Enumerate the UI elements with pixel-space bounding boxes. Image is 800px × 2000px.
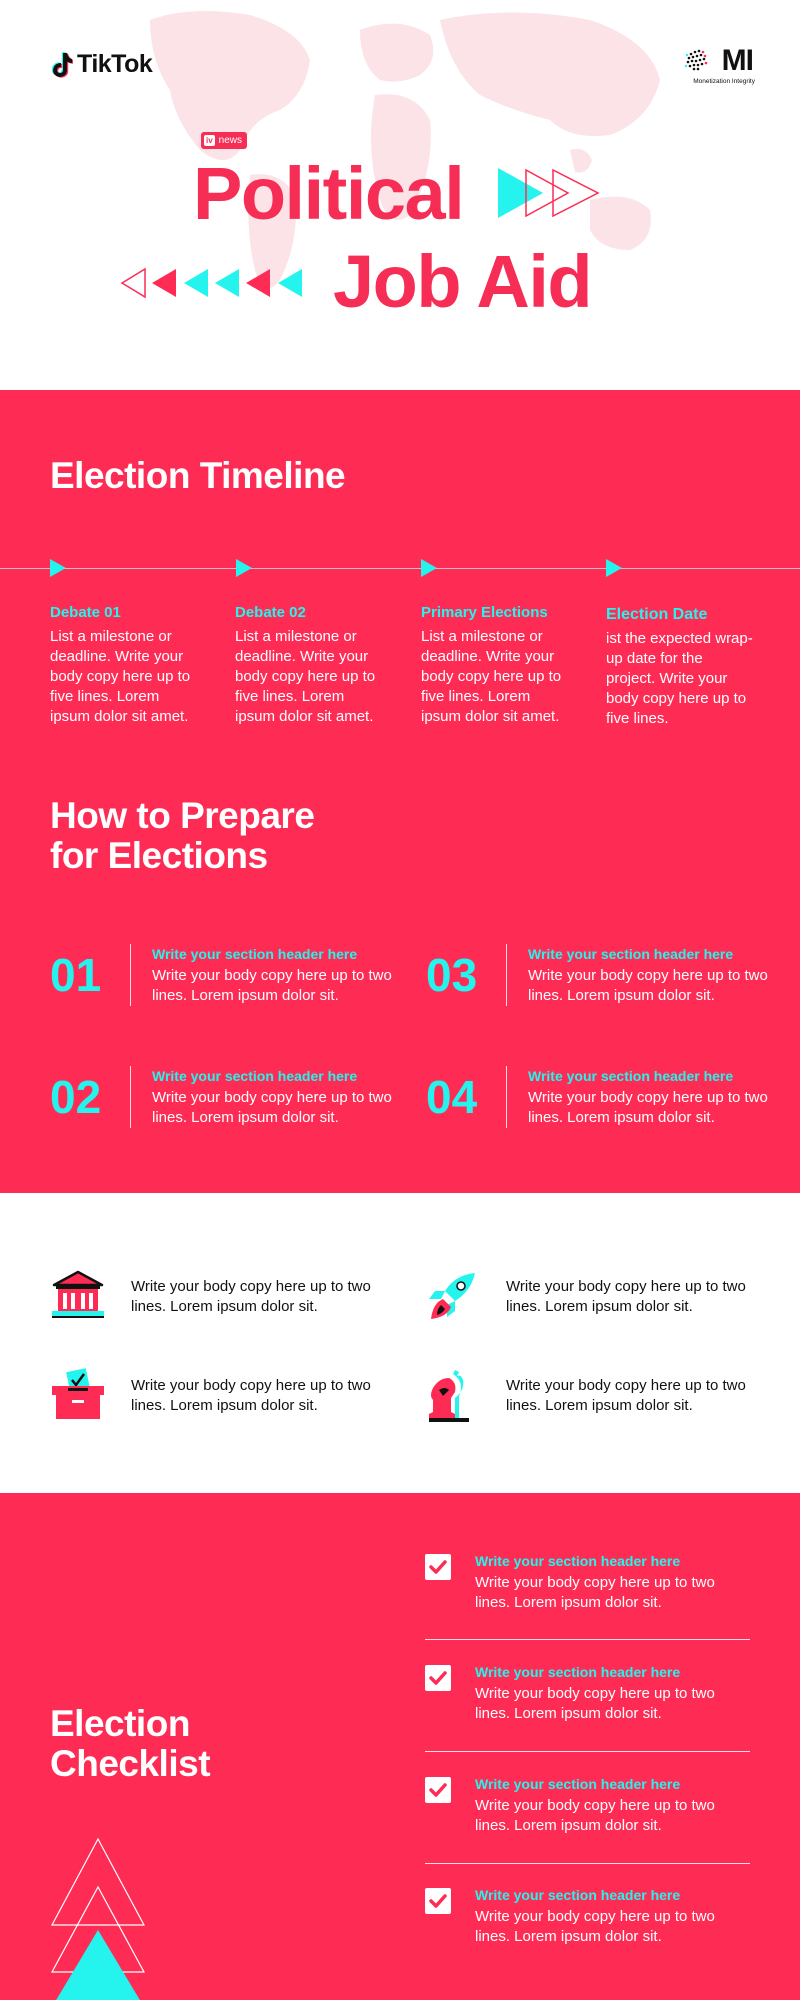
timeline-item-title: Primary Elections — [421, 604, 548, 621]
checkmark-icon — [425, 1554, 451, 1580]
prepare-divider — [506, 1066, 507, 1128]
page-title-line-2: Job Aid — [333, 240, 592, 323]
timeline-and-prepare-section — [0, 390, 800, 1193]
checklist-item-body: Write your body copy here up to two lines. Lorem ipsum dolor sit. — [475, 1685, 715, 1722]
prepare-item — [50, 1066, 390, 1130]
triangles-decoration — [48, 1837, 148, 2000]
checklist-item-body: Write your body copy here up to two lines. Lorem ipsum dolor sit. — [475, 1797, 715, 1834]
prepare-item-body: Write your body copy here up to two lines. Lorem ipsum dolor sit. — [528, 967, 768, 1004]
checklist-divider — [425, 1751, 750, 1752]
feature-text: Write your body copy here up to two lines. Lorem ipsum dolor sit. — [131, 1278, 371, 1315]
checkmark-icon — [425, 1777, 451, 1803]
checklist-item-header: Write your section header here — [475, 1664, 681, 1680]
prepare-item — [50, 944, 390, 1008]
timeline-item-body: List a milestone or deadline. Write your body copy here up to five lines. Lorem ipsum dolor sit amet. — [421, 628, 562, 725]
checkbox[interactable] — [425, 1888, 451, 1914]
feature-text: Write your body copy here up to two lines. Lorem ipsum dolor sit. — [506, 1377, 746, 1414]
checklist-item-header: Write your section header here — [475, 1776, 681, 1792]
timeline-item-body: List a milestone or deadline. Write your body copy here up to five lines. Lorem ipsum dolor sit amet. — [235, 628, 376, 725]
news-badge-prefix: iv — [206, 136, 213, 145]
checklist-title: Election Checklist — [50, 1703, 211, 1784]
prepare-item-body: Write your body copy here up to two lines. Lorem ipsum dolor sit. — [528, 1089, 768, 1126]
news-badge — [201, 132, 247, 149]
chess-pieces-icon — [425, 1368, 481, 1424]
timeline-item — [606, 605, 756, 729]
checkmark-icon — [425, 1888, 451, 1914]
checklist-divider — [425, 1863, 750, 1864]
tiktok-logo — [49, 50, 152, 79]
prepare-item — [426, 1066, 766, 1130]
feature-text: Write your body copy here up to two lines. Lorem ipsum dolor sit. — [131, 1377, 371, 1414]
prepare-item-header: Write your section header here — [528, 1068, 734, 1084]
timeline-marker — [236, 559, 252, 577]
rocket-icon — [425, 1269, 481, 1325]
mi-wordmark: MI — [721, 44, 753, 77]
timeline-marker — [606, 559, 622, 577]
tiktok-wordmark: TikTok — [77, 50, 153, 78]
features-section — [0, 1193, 800, 1493]
prepare-divider — [130, 1066, 131, 1128]
arrows-right-decoration — [498, 166, 603, 220]
prepare-title: How to Prepare for Elections — [50, 795, 315, 876]
timeline-line — [0, 568, 800, 569]
timeline-item — [235, 603, 385, 727]
timeline-item-body: ist the expected wrap-up date for the project. Write your body copy here up to five lines. — [606, 630, 753, 727]
prepare-item-body: Write your body copy here up to two lines. Lorem ipsum dolor sit. — [152, 1089, 392, 1126]
feature-item — [425, 1269, 765, 1325]
timeline-item-title: Debate 02 — [235, 604, 306, 621]
prepare-item-header: Write your section header here — [528, 946, 734, 962]
tiktok-note-icon — [49, 51, 73, 79]
timeline-marker — [421, 559, 437, 577]
page-title-line-1: Political — [193, 152, 464, 235]
hero-header — [0, 0, 800, 390]
timeline-item-title: Debate 01 — [50, 604, 121, 621]
news-badge-label: news — [218, 135, 243, 146]
prepare-item-number: 04 — [426, 1071, 478, 1123]
mi-logo — [683, 44, 753, 90]
checklist-section — [0, 1493, 800, 2000]
checkbox[interactable] — [425, 1777, 451, 1803]
checklist-item-body: Write your body copy here up to two lines. Lorem ipsum dolor sit. — [475, 1574, 715, 1611]
timeline-marker — [50, 559, 66, 577]
timeline-title: Election Timeline — [50, 455, 346, 496]
feature-item — [50, 1368, 390, 1424]
prepare-item-header: Write your section header here — [152, 1068, 358, 1084]
checklist-item-body: Write your body copy here up to two lines. Lorem ipsum dolor sit. — [475, 1908, 715, 1945]
prepare-item-header: Write your section header here — [152, 946, 358, 962]
mi-subtitle: Monetization Integrity — [693, 78, 755, 85]
timeline-item-body: List a milestone or deadline. Write your body copy here up to five lines. Lorem ipsum dolor sit amet. — [50, 628, 191, 725]
feature-item — [50, 1269, 390, 1325]
prepare-item-number: 02 — [50, 1071, 102, 1123]
arrows-left-decoration — [120, 266, 304, 300]
prepare-item-number: 03 — [426, 949, 478, 1001]
timeline-item — [421, 603, 571, 727]
feature-item — [425, 1368, 765, 1424]
prepare-item-body: Write your body copy here up to two lines. Lorem ipsum dolor sit. — [152, 967, 392, 1004]
checklist-item-header: Write your section header here — [475, 1553, 681, 1569]
prepare-divider — [130, 944, 131, 1006]
checklist-divider — [425, 1639, 750, 1640]
checklist-item-header: Write your section header here — [475, 1887, 681, 1903]
timeline-item — [50, 603, 200, 727]
feature-text: Write your body copy here up to two lines. Lorem ipsum dolor sit. — [506, 1278, 746, 1315]
prepare-item — [426, 944, 766, 1008]
checkbox[interactable] — [425, 1665, 451, 1691]
checkbox[interactable] — [425, 1554, 451, 1580]
timeline-item-title: Election Date — [606, 606, 708, 623]
government-building-icon — [50, 1269, 106, 1325]
prepare-divider — [506, 944, 507, 1006]
ballot-box-icon — [50, 1368, 106, 1424]
prepare-item-number: 01 — [50, 949, 102, 1001]
checkmark-icon — [425, 1665, 451, 1691]
